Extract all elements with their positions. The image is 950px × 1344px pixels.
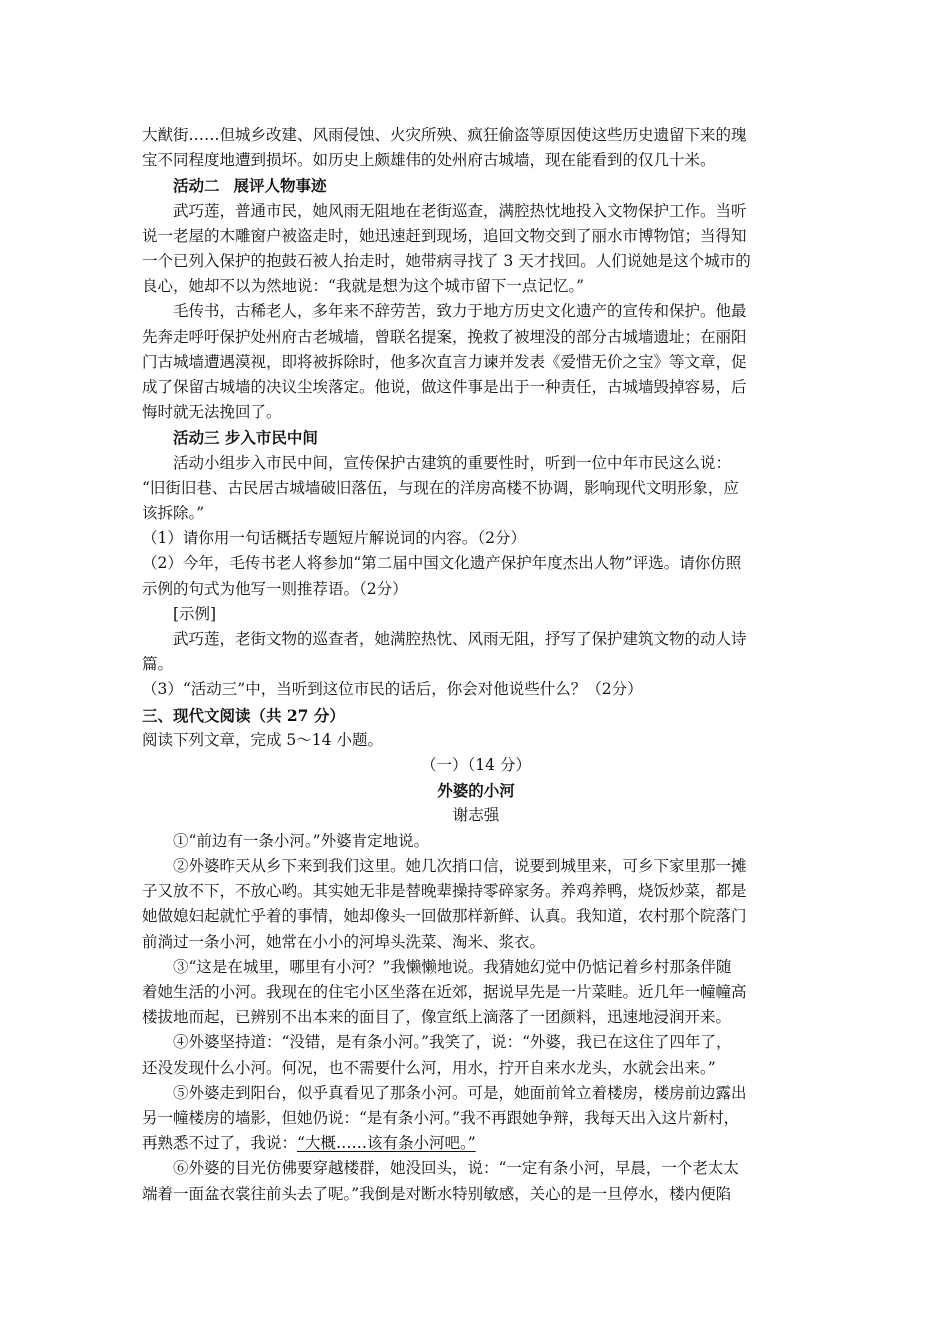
question-3: （3）“活动三”中，当听到这位市民的话后，你会对他说些什么？（2分） <box>142 680 643 699</box>
paragraph-line: 毛传书，古稀老人，多年来不辞劳苦，致力于地方历史文化遗产的宣传和保护。他最 <box>173 302 747 321</box>
paragraph-line: ③“这是在城里，哪里有小河？”我懒懒地说。我猜她幻觉中仍惦记着乡村那条伴随 <box>173 957 732 976</box>
intro-line: 大猷街……但城乡改建、风雨侵蚀、火灾所殃、疯狂偷盗等原因使这些历史遗留下来的瑰 <box>142 126 747 144</box>
paragraph-line: 说一老屋的木雕窗户被盗走时，她迅速赶到现场，追回文物交到了丽水市博物馆；当得知 <box>142 226 747 245</box>
article-paragraph-1: ①“前边有一条小河。”外婆肯定地说。 <box>173 831 430 850</box>
paragraph-line: 武巧莲，普通市民，她风雨无阻地在老街巡查，满腔热忱地投入文物保护工作。当听 <box>173 201 747 220</box>
question-1: （1）请你用一句话概括专题短片解说词的内容。（2分） <box>142 529 526 548</box>
activity-2-label: 活动二 <box>173 176 220 196</box>
paragraph-line: 她做媳妇起就忙乎着的事情，她却像头一回做那样新鲜、认真。我知道，农村那个院落门 <box>142 907 747 926</box>
part-label: （一）（14 分） <box>421 756 531 775</box>
paragraph-line: “旧街旧巷、古民居古城墙破旧落伍，与现在的洋房高楼不协调，影响现代文明形象，应 <box>142 478 739 497</box>
paragraph-line: ⑤外婆走到阳台，似乎真看见了那条小河。可是，她面前耸立着楼房，楼房前边露出 <box>173 1083 747 1102</box>
paragraph-line: ⑥外婆的目光仿佛要穿越楼群，她没回头，说：“一定有条小河，早晨，一个老太太 <box>173 1159 739 1178</box>
paragraph-line: 着她生活的小河。我现在的住宅小区坐落在近郊，据说早先是一片菜畦。近几年一幢幢高 <box>142 982 747 1001</box>
paragraph-line: 还没发现什么小河。何况，也不需要什么河，用水，拧开自来水龙头，水就会出来。” <box>142 1058 716 1077</box>
activity-2-title: 展评人物事迹 <box>233 176 327 196</box>
paragraph-line: 楼拔地而起，已辨别不出本来的面目了，像宣纸上滴落了一团颜料，迅速地浸润开来。 <box>142 1008 732 1027</box>
paragraph-line: 端着一面盆衣裳往前头去了呢。”我倒是对断水特别敏感，关心的是一旦停水，楼内便陷 <box>142 1184 732 1203</box>
reading-instruction: 阅读下列文章，完成 5～14 小题。 <box>142 730 383 749</box>
paragraph-line: 前淌过一条小河，她常在小小的河埠头洗菜、淘米、浆衣。 <box>142 932 546 951</box>
example-line: 篇。 <box>142 655 174 674</box>
activity-3-label: 活动三 <box>173 428 220 448</box>
paragraph-line <box>142 1131 810 1156</box>
question-2-cont: 示例的句式为他写一则推荐语。（2分） <box>142 579 408 598</box>
underlined-sentence: “大概……该有条小河吧。” <box>297 1134 476 1153</box>
paragraph-line: 悔时就无法挽回了。 <box>142 403 282 422</box>
article-author: 谢志强 <box>452 806 500 825</box>
activity-3-title: 步入市民中间 <box>224 428 318 448</box>
paragraph-line: 该拆除。” <box>142 504 205 523</box>
paragraph-line: 良心，她却不以为然地说：“我就是想为这个城市留下一点记忆。” <box>142 277 585 296</box>
intro-line: 宝不同程度地遭到损坏。如历史上颇雄伟的处州府古城墙，现在能看到的仅几十米。 <box>142 151 716 170</box>
activity-3-heading <box>142 425 810 450</box>
paragraph-line: ④外婆坚持道：“没错，是有条小河。”我笑了，说：“外婆，我已在这住了四年了， <box>173 1033 732 1052</box>
paragraph-line: 另一幢楼房的墙影，但她仍说：“是有条小河。”我不再跟她争辩，我每天出入这片新村， <box>142 1108 740 1127</box>
example-line: 武巧莲，老街文物的巡查者，她满腔热忱、风雨无阻，抒写了保护建筑文物的动人诗 <box>173 630 747 649</box>
section-3-heading: 三、现代文阅读（共 27 分） <box>142 705 345 725</box>
paragraph-line: 一个已列入保护的抱鼓石被人抬走时，她带病寻找了 3 天才找回。人们说她是这个城市的 <box>142 252 751 271</box>
activity-2-heading <box>142 173 810 198</box>
paragraph-line: 子又放不下，不放心哟。其实她无非是替晚辈操持零碎家务。养鸡养鸭，烧饭炒菜，都是 <box>142 882 747 901</box>
paragraph-line: 先奔走呼吁保护处州府古老城墙，曾联名提案，挽救了被埋没的部分古城墙遗址；在丽阳 <box>142 327 747 346</box>
paragraph-line: 成了保留古城墙的决议尘埃落定。他说，做这件事是出于一种责任，古城墙毁掉容易，后 <box>142 378 747 397</box>
article-title: 外婆的小河 <box>437 781 515 801</box>
paragraph-line: 门古城墙遭遇漠视，即将被拆除时，他多次直言力谏并发表《爱惜无价之宝》等文章，促 <box>142 352 747 371</box>
question-2: （2）今年，毛传书老人将参加“第二届中国文化遗产保护年度杰出人物”评选。请你仿照 <box>142 554 742 573</box>
paragraph-text: 再熟悉不过了，我说： <box>142 1134 298 1153</box>
paragraph-line: ②外婆昨天从乡下来到我们这里。她几次捎口信，说要到城里来，可乡下家里那一摊 <box>173 856 747 875</box>
paragraph-line: 活动小组步入市民中间，宣传保护古建筑的重要性时，听到一位中年市民这么说： <box>173 453 732 472</box>
example-tag: [示例] <box>173 604 217 623</box>
